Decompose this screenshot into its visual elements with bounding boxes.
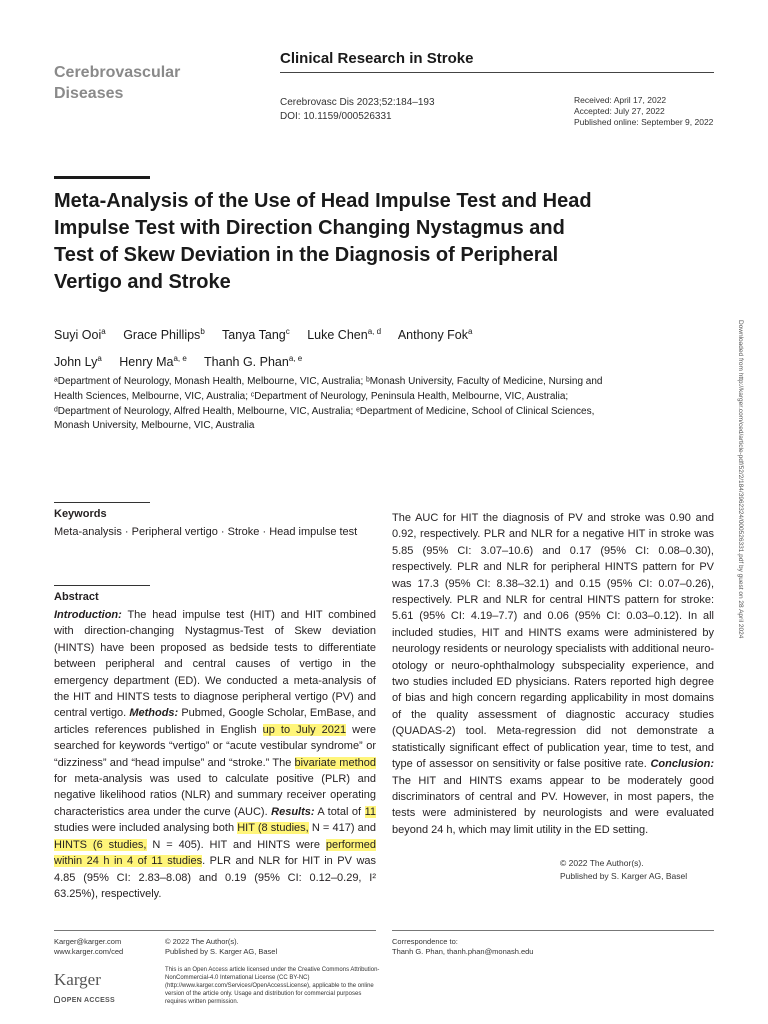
highlight: performed within 24 h in 4 of 11 studies	[54, 838, 376, 868]
abstract-left-column: Introduction: The head impulse test (HIT) and HIT combined with direction-changing Nystagmus-Test of Skew deviation (HINTS) have been proposed as bedside tests to differentiate between peripheral and central causes of vertigo in the emergency department (ED). We conducted a meta-analysis of the HIT and HINTS tests to diagnose peripheral vertigo (PV) and central vertigo. Methods: Pubmed, Google Scholar, EmBase, and articles references published in English up to July 2021 were searched for keywords “vertigo” or “acute vestibular syndrome” or “dizziness” and “head impulse” and “stroke.” The bivariate method for meta-analysis was used to calculate positive (PLR) and negative likelihood ratios (NLR) and summary receiver operating characteristics area under the curve (AUC). Results: A total of 11 studies were included analysing both HIT (8 studies, N = 417) and HINTS (6 studies, N = 405). HIT and HINTS were performed within 24 h in 4 of 11 studies. PLR and NLR for HIT in PV was 4.85 (95% CI: 2.83–8.08) and 0.19 (95% CI: 0.12–0.29, I² 63.25%), respectively.	[54, 609, 377, 900]
highlight: up to July 2021	[262, 723, 347, 736]
publisher-contact	[54, 937, 123, 957]
article-dates	[574, 95, 713, 128]
highlight: HINTS (6 studies,	[54, 838, 147, 851]
methods-label: Methods:	[129, 707, 179, 720]
open-lock-icon	[54, 996, 60, 1003]
open-access-badge: OPEN ACCESS	[54, 996, 115, 1004]
author: Henry Ma$^{a, e}$	[119, 354, 187, 370]
author: Suyi Ooi$^a$	[54, 327, 106, 343]
journal-name	[54, 62, 180, 104]
received-date: Received: April 17, 2022	[574, 95, 667, 105]
publisher-email[interactable]: Karger@karger.com	[54, 937, 122, 946]
author: Luke Chen$^{a, d}$	[307, 327, 382, 343]
footer-divider	[392, 930, 714, 931]
author: Anthony Fok$^a$	[397, 327, 473, 343]
title-divider	[54, 176, 150, 179]
karger-logo: Karger	[54, 970, 101, 989]
introduction-label: Introduction:	[54, 609, 122, 621]
author: Thanh G. Phan$^{a, e}$	[204, 354, 303, 370]
footer-copyright: © 2022 The Author(s). Published by S. Karger AG, Basel	[165, 937, 278, 956]
published-date: Published online: September 9, 2022	[574, 117, 714, 127]
article-title: Meta-Analysis of the Use of Head Impulse Test and Head Impulse Test with Direction Changing Nystagmus and Test of Skew Deviation in the Diagnosis of Peripheral Vertigo and Stroke	[54, 190, 592, 293]
highlight: HIT (8 studies,	[237, 822, 309, 835]
results-label: Results:	[271, 805, 315, 818]
publisher-website[interactable]: www.karger.com/ced	[54, 947, 124, 956]
correspondence: Correspondence to: Thanh G. Phan, thanh.phan@monash.edu	[392, 937, 534, 956]
highlight: 11	[364, 805, 376, 818]
highlight: bivariate method	[294, 756, 376, 769]
author-list	[54, 320, 614, 374]
citation-doi[interactable]: DOI: 10.1159/000526331	[280, 111, 392, 122]
citation-volume: Cerebrovasc Dis 2023;52:184–193	[280, 97, 435, 108]
author: Tanya Tang$^c$	[222, 327, 290, 343]
correspondence-email[interactable]: Thanh G. Phan, thanh.phan@monash.edu	[392, 947, 534, 956]
journal-name-line1: Cerebrovascular	[54, 64, 181, 81]
conclusion-label: Conclusion:	[650, 758, 714, 771]
keywords-heading: Keywords	[54, 508, 107, 520]
keywords-text: Meta-analysis · Peripheral vertigo · Stroke · Head impulse test	[54, 526, 358, 538]
abstract-divider	[54, 585, 150, 586]
abstract-copyright: © 2022 The Author(s). Published by S. Karger AG, Basel	[560, 858, 688, 881]
citation	[280, 96, 435, 124]
author: John Ly$^a$	[54, 354, 102, 370]
affiliations: ᵃDepartment of Neurology, Monash Health, Melbourne, VIC, Australia; ᵇMonash University, Faculty of Medicine, Nursing and Health Sciences, Melbourne, VIC, Australia; ᶜDepartment of Neurology, Peninsula Health, Melbourne, VIC, Australia; ᵈDepartment of Neurology, Alfred Health, Melbourne, VIC, Australia; ᵉDepartment of Medicine, School of Clinical Sciences, Monash University, Melbourne, VIC, Australia	[54, 376, 603, 432]
footer-divider	[54, 930, 376, 931]
license-text: This is an Open Access article licensed under the Creative Commons Attribution-NonCommercial-4.0 International License (CC BY-NC) (http://www.karger.com/Services/OpenAccessLicense), applicable to the online version of the article only. Usage and distribution for commercial purposes requires written permission.	[165, 967, 380, 1005]
keywords-divider	[54, 502, 150, 503]
abstract-heading: Abstract	[54, 591, 99, 603]
abstract-right-column: The AUC for HIT the diagnosis of PV and stroke was 0.90 and 0.92, respectively. PLR and NLR for a negative HIT in stroke was 5.85 (95% CI: 3.07–10.6) and 0.17 (95% CI: 0.08–0.30), respectively. PLR and NLR for peripheral HINTS pattern for PV was 17.3 (95% CI: 8.38–32.1) and 0.15 (95% CI: 0.07–0.26), respectively. PLR and NLR for central HINTS pattern for stroke: 5.61 (95% CI: 4.19–7.7) and 0.06 (95% CI: 0.03–0.12). In all included studies, HIT and HINTS exams were administered by neurology residents or neurology specialists with additional neuro-otology or neuro-ophthalmology subspeciality experience, and two studies included ED physicians. Raters reported high degree of bias and high concern regarding applicability in most domains of the quality assessment of diagnostic accuracy studies (QUADAS-2) tool. Meta-regression did not demonstrate a statistically significant effect of publication year, time to test, and type of assessor on sensitivity or false positive rate. Conclusion: The HIT and HINTS exams appear to be moderately good discriminators of central and PV. However, in most papers, the tests were administered by neurologists and were evaluated beyond 24 h, which may limit utility in the ED setting.	[392, 512, 714, 836]
section-title: Clinical Research in Stroke	[280, 50, 474, 67]
journal-name-line2: Diseases	[54, 85, 124, 102]
section-divider	[280, 72, 714, 73]
accepted-date: Accepted: July 27, 2022	[574, 106, 665, 116]
author: Grace Phillips$^b$	[123, 327, 205, 343]
download-note: Downloaded from http://karger.com/ced/article-pdf/52/2/184/3962324/000526331.pdf by guest on 28 April 2024	[737, 320, 744, 639]
